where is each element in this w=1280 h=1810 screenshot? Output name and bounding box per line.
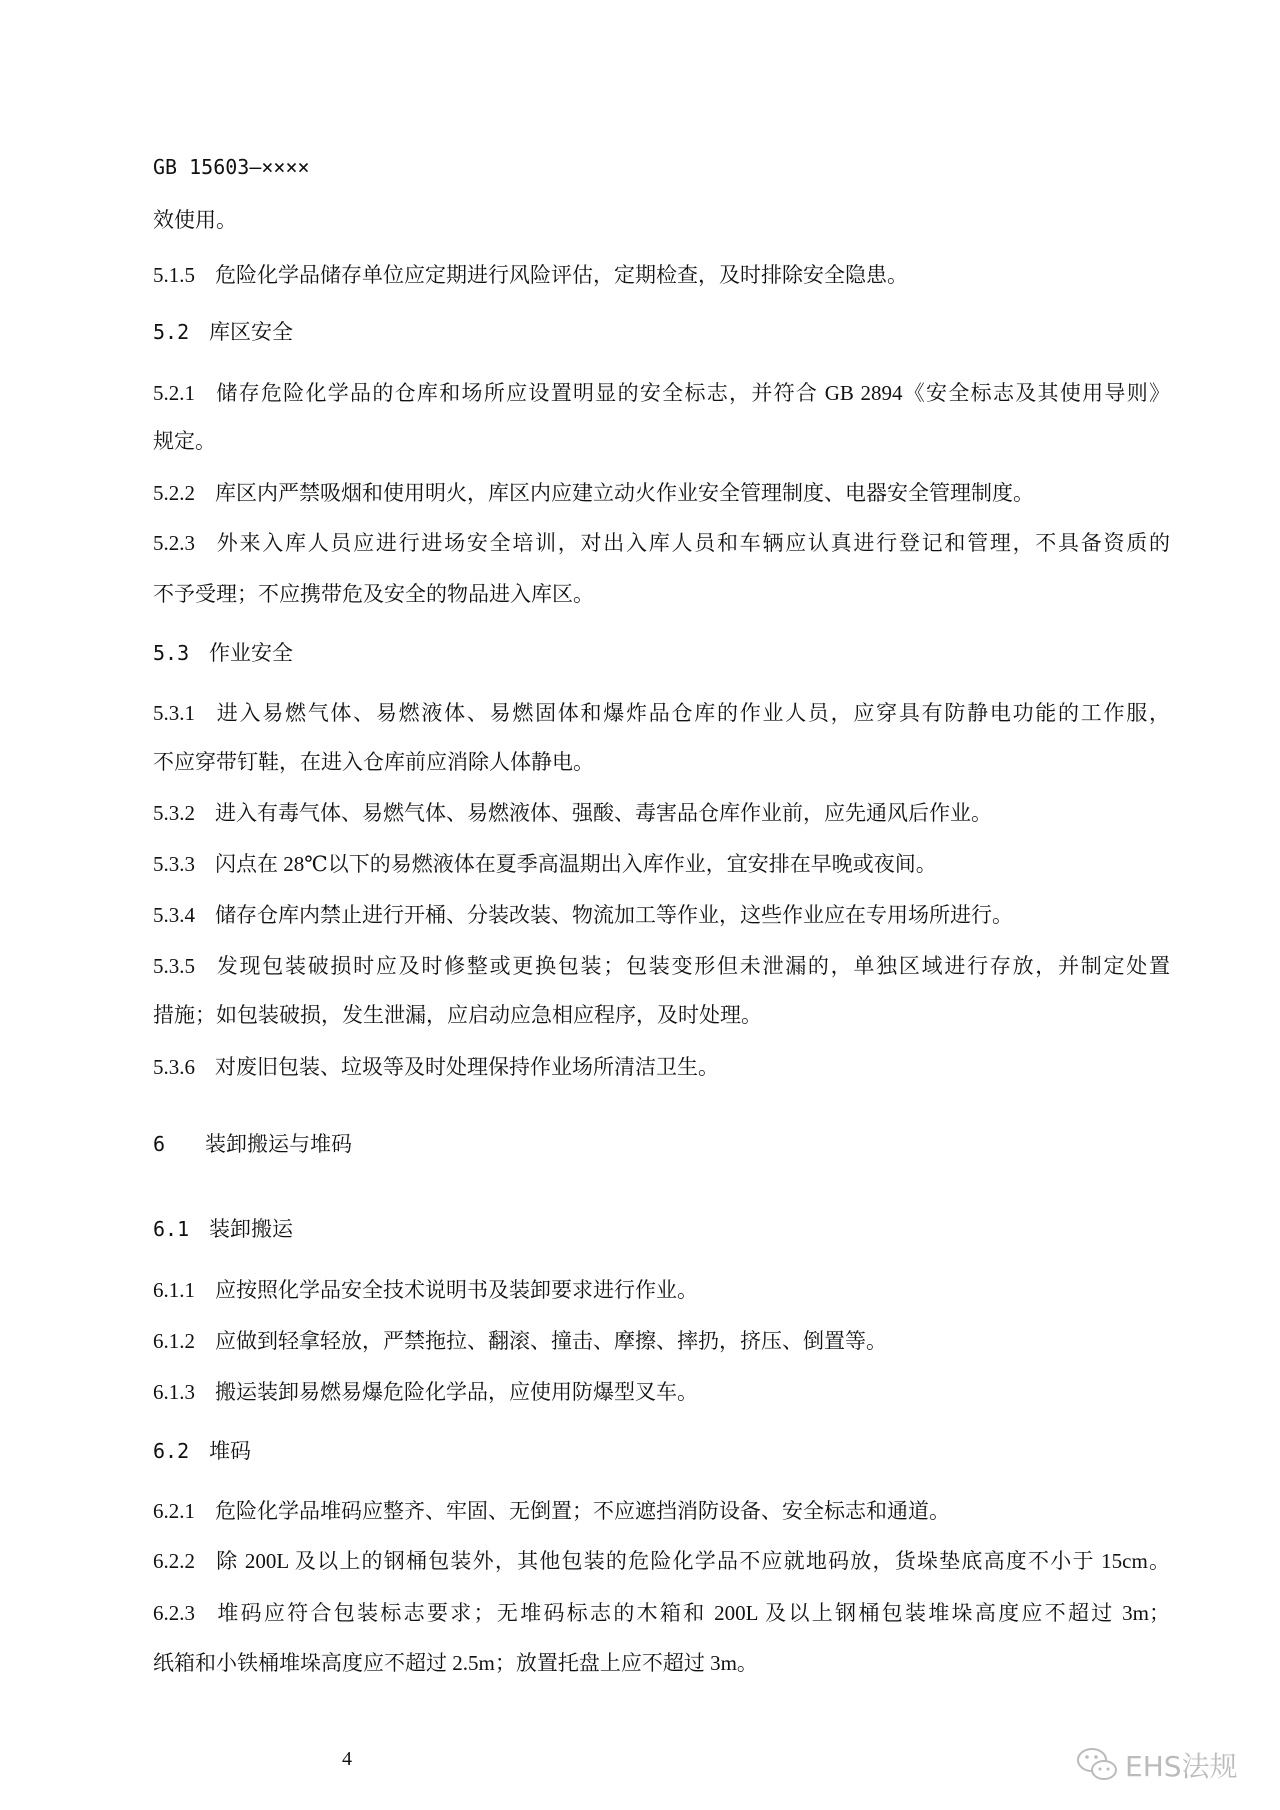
clause-number: 6	[153, 1132, 166, 1156]
clause-text: 进入易燃气体、易燃液体、易燃固体和爆炸品仓库的作业人员，应穿具有防静电功能的工作服，	[215, 701, 1170, 725]
clause-text: 进入有毒气体、易燃气体、易燃液体、强酸、毒害品仓库作业前，应先通风后作业。	[215, 801, 992, 825]
clause-text: 应按照化学品安全技术说明书及装卸要求进行作业。	[215, 1278, 698, 1302]
clause-number: 5.3.1	[153, 701, 195, 725]
clause-text: 装卸搬运	[209, 1217, 293, 1241]
subsection-heading	[153, 1438, 251, 1464]
clause-text: 外来入库人员应进行进场安全培训，对出入库人员和车辆应认真进行登记和管理，不具备资质的	[215, 531, 1170, 555]
clause-text: 措施；如包装破损，发生泄漏，应启动应急相应程序，及时处理。	[153, 1003, 762, 1027]
subsection-heading	[153, 1216, 293, 1242]
paragraph-continuation	[153, 428, 216, 454]
clause-text: 发现包装破损时应及时修整或更换包装；包装变形但未泄漏的，单独区域进行存放，并制定处置	[215, 954, 1170, 978]
clause-text: 搬运装卸易燃易爆危险化学品，应使用防爆型叉车。	[215, 1380, 698, 1404]
clause-text: 不予受理；不应携带危及安全的物品进入库区。	[153, 582, 594, 606]
clause-number: 6.1.2	[153, 1329, 195, 1353]
paragraph-continuation	[153, 749, 594, 775]
document-header: GB 15603—××××	[153, 155, 310, 179]
clause	[153, 380, 1170, 406]
clause-number: 6.1	[153, 1217, 190, 1241]
clause-text: 效使用。	[153, 208, 237, 232]
clause	[153, 1498, 950, 1524]
clause-number: 5.3.2	[153, 801, 195, 825]
paragraph-continuation	[153, 1002, 762, 1028]
clause-text: 装卸搬运与堆码	[205, 1132, 352, 1156]
clause-text: 堆码	[209, 1439, 251, 1463]
clause	[153, 1379, 698, 1405]
clause-number: 5.2.3	[153, 531, 195, 555]
clause-number: 6.2.2	[153, 1549, 195, 1573]
clause-text: 库区内严禁吸烟和使用明火，库区内应建立动火作业安全管理制度、电器安全管理制度。	[215, 481, 1034, 505]
clause	[153, 800, 992, 826]
clause-text: 对废旧包装、垃圾等及时处理保持作业场所清洁卫生。	[215, 1055, 719, 1079]
wechat-icon	[1075, 1745, 1119, 1785]
clause	[153, 530, 1170, 556]
clause	[153, 1600, 1170, 1626]
clause-number: 5.2.2	[153, 481, 195, 505]
clause-number: 5.1.5	[153, 263, 195, 287]
paragraph-continuation	[153, 581, 594, 607]
watermark	[1075, 1745, 1238, 1785]
clause-number: 6.2	[153, 1439, 190, 1463]
section-heading	[153, 1131, 352, 1157]
clause-number: 5.3	[153, 641, 190, 665]
clause	[153, 1328, 887, 1354]
clause-number: 5.2.1	[153, 381, 195, 405]
clause-number: 5.3.5	[153, 954, 195, 978]
clause-text: 储存仓库内禁止进行开桶、分装改装、物流加工等作业，这些作业应在专用场所进行。	[215, 903, 1013, 927]
clause-number: 5.3.3	[153, 852, 195, 876]
clause-text: 危险化学品储存单位应定期进行风险评估，定期检查，及时排除安全隐患。	[215, 263, 908, 287]
subsection-heading	[153, 319, 293, 345]
clause	[153, 480, 1034, 506]
clause-text: 储存危险化学品的仓库和场所应设置明显的安全标志，并符合 GB 2894《安全标志及其使用导则》	[215, 381, 1170, 405]
paragraph-continuation	[153, 1650, 758, 1676]
clause-text: 不应穿带钉鞋，在进入仓库前应消除人体静电。	[153, 750, 594, 774]
clause	[153, 262, 908, 288]
clause	[153, 902, 1013, 928]
clause-number: 6.1.3	[153, 1380, 195, 1404]
clause-number: 6.1.1	[153, 1278, 195, 1302]
subsection-heading	[153, 640, 293, 666]
clause-text: 规定。	[153, 429, 216, 453]
clause	[153, 953, 1170, 979]
clause	[153, 1548, 1170, 1574]
clause	[153, 1277, 698, 1303]
clause	[153, 700, 1170, 726]
clause-number: 6.2.1	[153, 1499, 195, 1523]
clause-number: 5.3.6	[153, 1055, 195, 1079]
clause-text: 闪点在 28℃以下的易燃液体在夏季高温期出入库作业，宜安排在早晚或夜间。	[215, 852, 937, 876]
clause-text: 应做到轻拿轻放，严禁拖拉、翻滚、撞击、摩擦、摔扔，挤压、倒置等。	[215, 1329, 887, 1353]
clause-number: 5.3.4	[153, 903, 195, 927]
page-number: 4	[342, 1748, 352, 1770]
paragraph-continuation	[153, 207, 237, 233]
clause-number: 6.2.3	[153, 1601, 195, 1625]
clause-text: 除 200L 及以上的钢桶包装外，其他包装的危险化学品不应就地码放，货垛垫底高度不小于 15cm。	[215, 1549, 1170, 1573]
clause-number: 5.2	[153, 320, 190, 344]
clause	[153, 851, 937, 877]
watermark-text: EHS法规	[1125, 1750, 1238, 1783]
clause-text: 危险化学品堆码应整齐、牢固、无倒置；不应遮挡消防设备、安全标志和通道。	[215, 1499, 950, 1523]
clause-text: 库区安全	[209, 320, 293, 344]
clause-text: 纸箱和小铁桶堆垛高度应不超过 2.5m；放置托盘上应不超过 3m。	[153, 1651, 758, 1675]
clause-text: 堆码应符合包装标志要求；无堆码标志的木箱和 200L 及以上钢桶包装堆垛高度应不超过 3m；	[215, 1601, 1170, 1625]
clause	[153, 1054, 719, 1080]
clause-text: 作业安全	[209, 641, 293, 665]
